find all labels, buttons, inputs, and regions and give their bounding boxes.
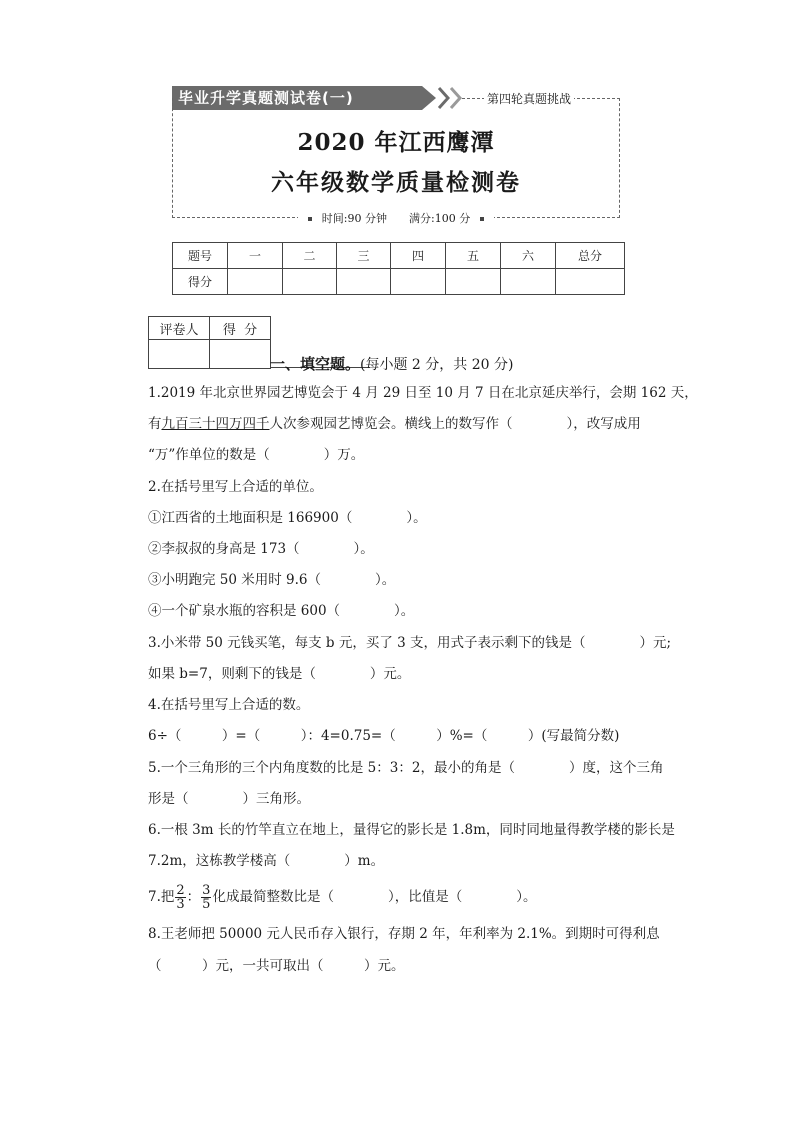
section-heading [270, 353, 513, 374]
table-cell: 三 [337, 243, 391, 269]
round-label: 第四轮真题挑战 [484, 90, 574, 107]
score-input-cell[interactable] [501, 269, 556, 295]
score-input-cell[interactable] [228, 269, 283, 295]
score-input-cell[interactable] [556, 269, 625, 295]
table-cell: 六 [501, 243, 556, 269]
question-4-line: 6÷（ ）=（ ）：4=0.75=（ ）%=（ ）(写最简分数) [148, 728, 620, 744]
question-text: 7.把 [148, 889, 175, 905]
underlined-number: 九百三十四万四千 [161, 416, 270, 432]
table-cell: 五 [446, 243, 501, 269]
grader-input-cell[interactable] [149, 340, 210, 369]
table-cell: 四 [391, 243, 446, 269]
test-banner: 毕业升学真题测试卷(一) [172, 86, 422, 110]
question-3-line2: 如果 b=7，则剩下的钱是（ ）元。 [148, 666, 411, 682]
question-8-line1: 8.王老师把 50000 元人民币存入银行，存期 2 年，年利率为 2.1%。到期时可得利息 [148, 926, 660, 942]
question-2-item-1: ①江西省的土地面积是 166900（ ）。 [148, 510, 427, 526]
table-cell: 一 [228, 243, 283, 269]
question-2-item-2: ②李叔叔的身高是 173（ ）。 [148, 541, 374, 557]
section-note: (每小题 2 分，共 20 分) [360, 357, 514, 373]
question-text: 化成最简整数比是（ ），比值是（ ）。 [212, 889, 537, 905]
question-3-line1: 3.小米带 50 元钱买笔，每支 b 元，买了 3 支，用式子表示剩下的钱是（ ）元; [148, 635, 672, 651]
exam-title-line2: 六年级数学质量检测卷 [271, 169, 521, 196]
score-label: 得 分 [210, 317, 271, 340]
question-6-line2: 7.2m，这栋教学楼高（ ）m。 [148, 853, 385, 869]
exam-meta [172, 210, 620, 226]
table-cell: 总分 [556, 243, 625, 269]
table-cell: 二 [283, 243, 337, 269]
question-8-line2: （ ）元，一共可取出（ ）元。 [148, 958, 405, 974]
question-1-line1: 1.2019 年北京世界园艺博览会于 4 月 29 日至 10 月 7 日在北京延庆举行，会期 162 天， [148, 385, 698, 401]
score-input-cell[interactable] [210, 340, 271, 369]
table-cell: 题号 [173, 243, 228, 269]
question-5-line2: 形是（ ）三角形。 [148, 791, 310, 807]
exam-time: 时间:90 分钟 [318, 212, 391, 225]
grader-label: 评卷人 [149, 317, 210, 340]
fraction [201, 884, 211, 911]
exam-full-score: 满分:100 分 [405, 212, 474, 225]
score-input-cell[interactable] [283, 269, 337, 295]
grader-box [148, 316, 271, 369]
fraction-denominator: 5 [202, 897, 211, 912]
question-text: 有 [148, 416, 162, 432]
question-text: 人次参观园艺博览会。横线上的数写作（ ），改写成用 [269, 416, 641, 432]
question-1-line3: “万”作单位的数是（ ）万。 [148, 447, 365, 463]
fraction-numerator: 3 [202, 883, 211, 898]
fraction-denominator: 3 [176, 897, 185, 912]
score-table-score-row [173, 269, 625, 295]
title-frame [172, 98, 620, 218]
score-input-cell[interactable] [391, 269, 446, 295]
question-2-item-4: ④一个矿泉水瓶的容积是 600（ ）。 [148, 603, 415, 619]
exam-title-line1: 2020 年江西鹰潭 [297, 129, 495, 156]
score-input-cell[interactable] [446, 269, 501, 295]
question-4: 4.在括号里写上合适的数。 [148, 697, 310, 713]
question-2: 2.在括号里写上合适的单位。 [148, 479, 323, 495]
score-table-header-row [173, 243, 625, 269]
fraction [175, 884, 185, 911]
question-5-line1: 5.一个三角形的三个内角度数的比是 5：3：2，最小的角是（ ）度，这个三角 [148, 760, 664, 776]
table-cell: 得分 [173, 269, 228, 295]
score-input-cell[interactable] [337, 269, 391, 295]
question-6-line1: 6.一根 3m 长的竹竿直立在地上，量得它的影长是 1.8m，同时同地量得教学楼的影长是 [148, 822, 675, 838]
ratio-colon: ： [186, 889, 201, 905]
score-table [172, 242, 625, 295]
section-title: 一、填空题。 [270, 355, 361, 373]
question-2-item-3: ③小明跑完 50 米用时 9.6（ ）。 [148, 572, 396, 588]
fraction-numerator: 2 [176, 883, 185, 898]
question-7 [148, 878, 536, 916]
question-1-line2 [148, 414, 641, 434]
